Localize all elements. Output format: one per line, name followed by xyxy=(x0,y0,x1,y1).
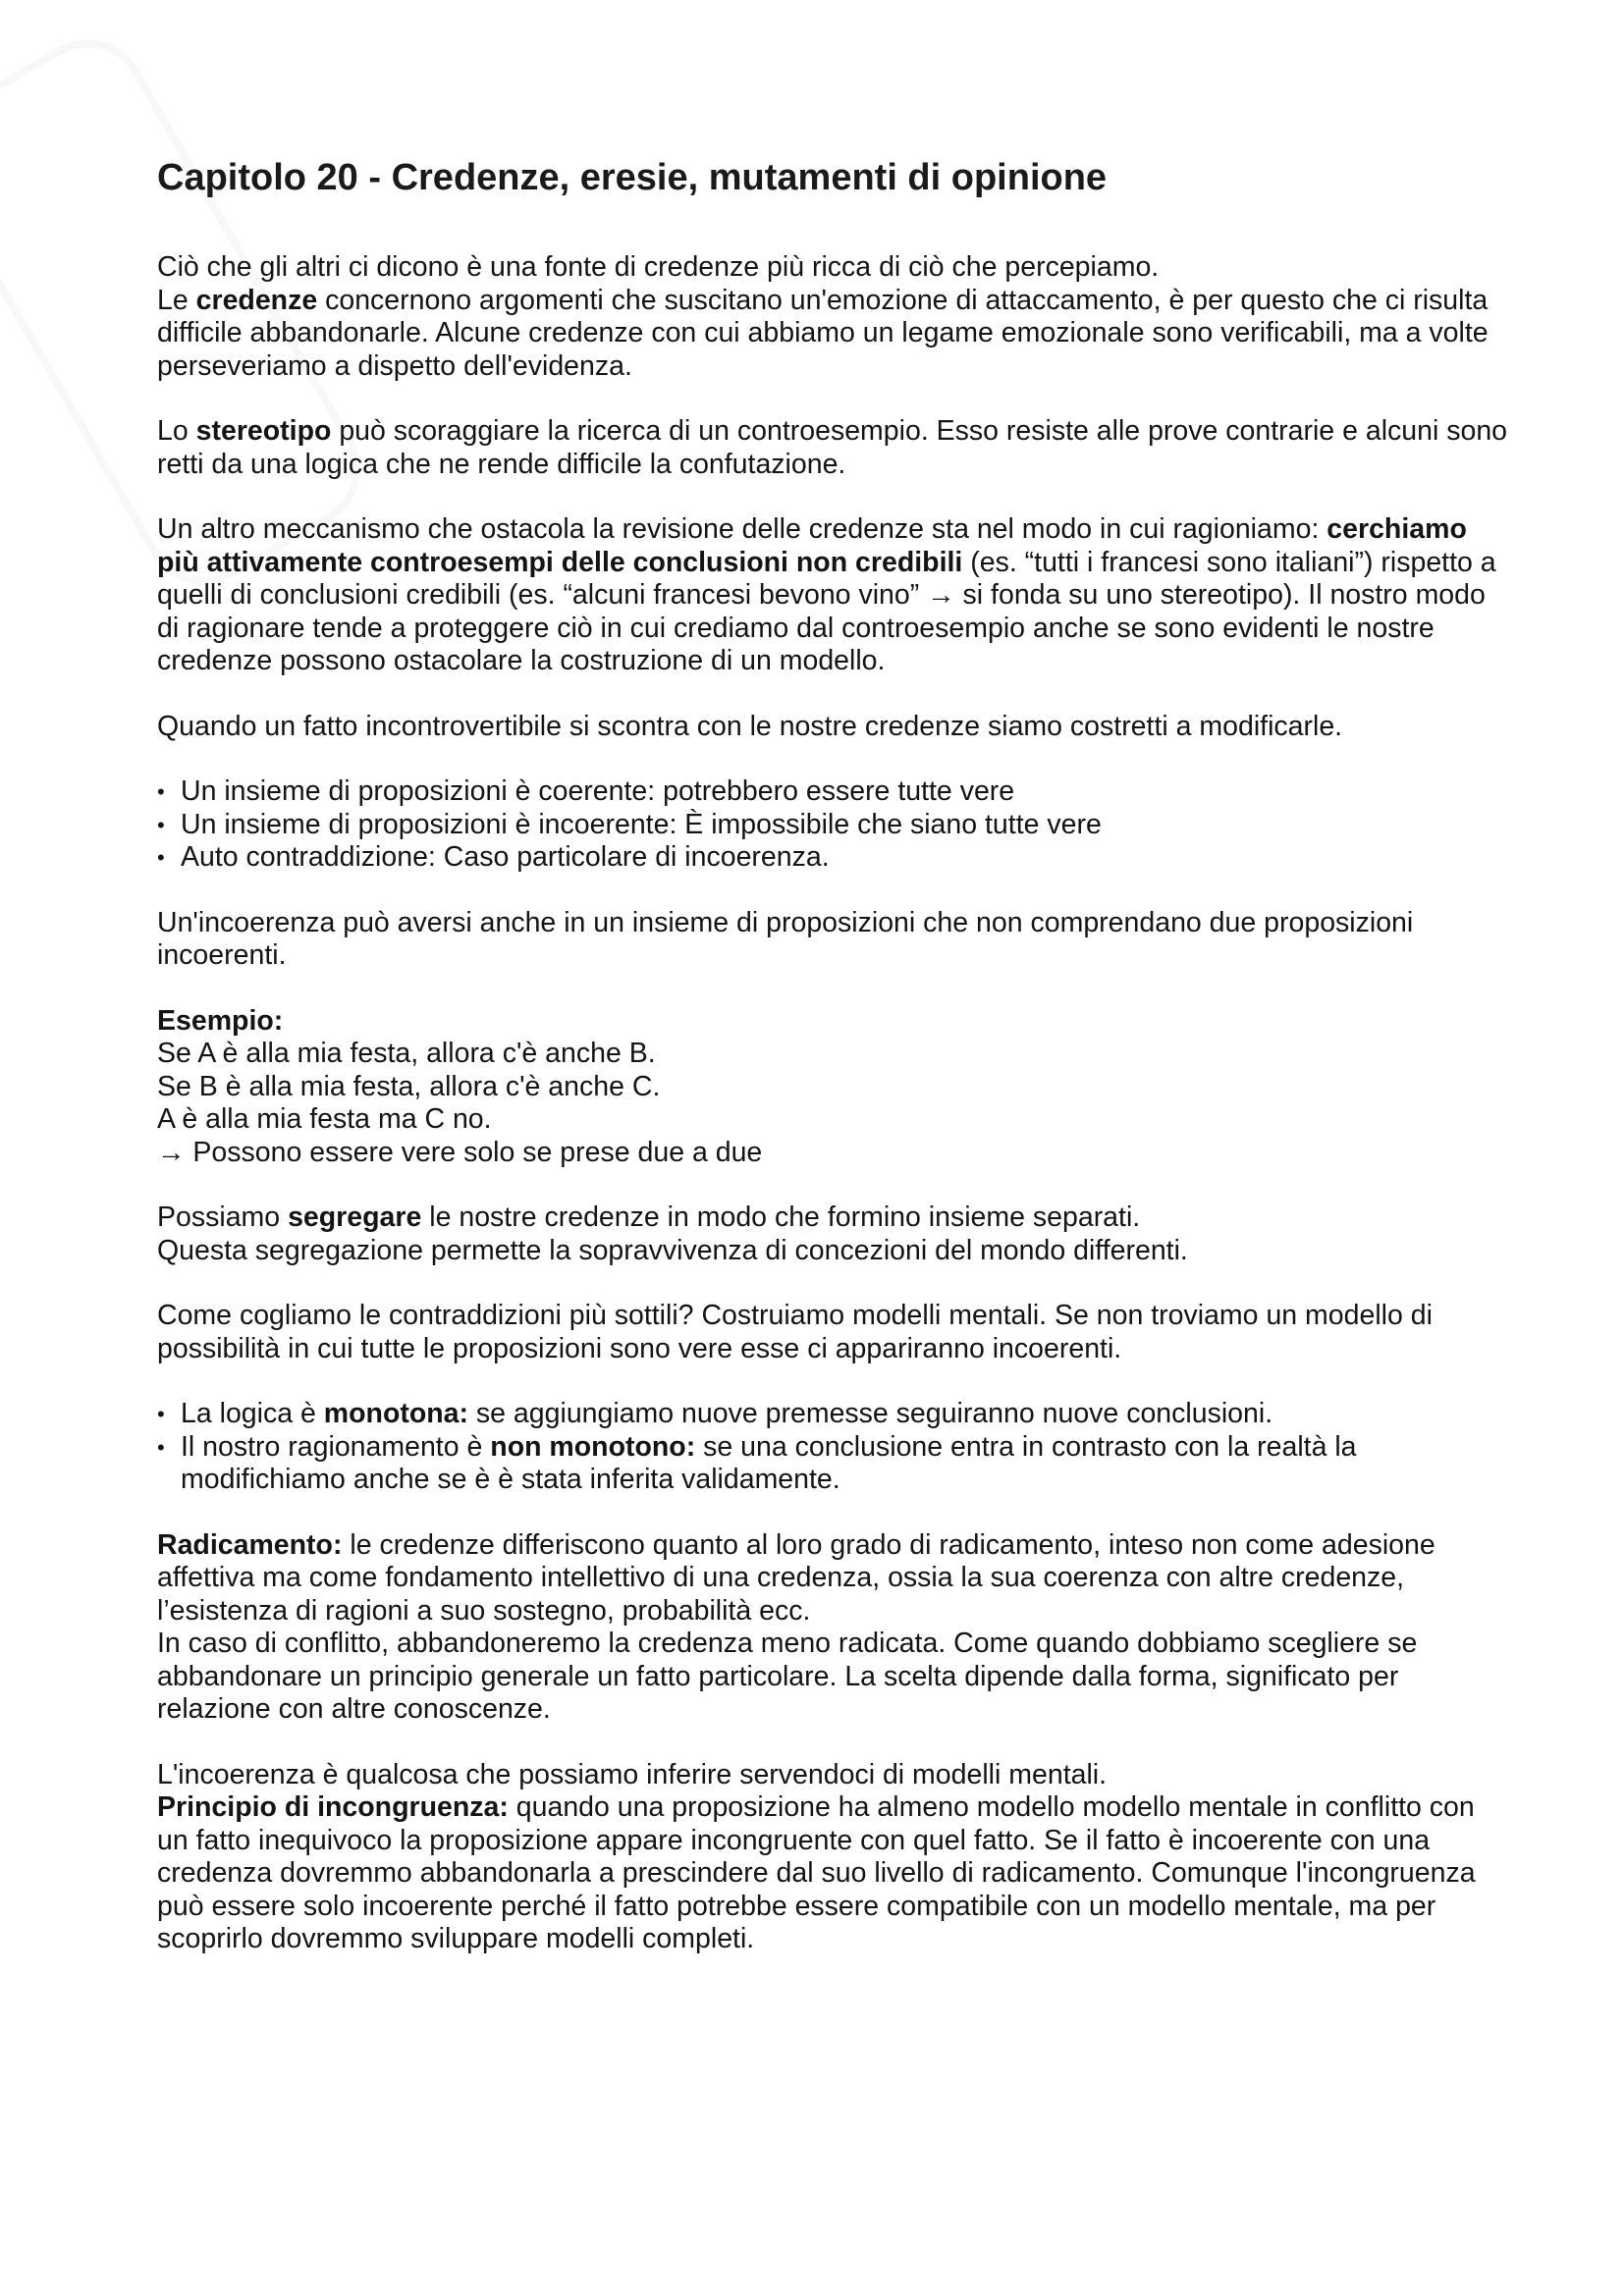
text-run: Auto contraddizione: Caso particolare di incoerenza. xyxy=(181,841,830,873)
bold-term: credenze xyxy=(195,284,318,316)
text-run: concernono argomenti che suscitano un'emozione di attaccamento, è per questo che ci risulta difficile abbandonarle. Alcune credenze con cui abbiamo un legame emozionale sono verificabili, ma a volte perseveriamo a dispetto dell'evidenza. xyxy=(157,284,1489,382)
text-run: Se A è alla mia festa, allora c'è anche B. xyxy=(157,1038,656,1069)
text-run: Possiamo xyxy=(157,1201,289,1233)
text-run: le credenze differiscono quanto al loro grado di radicamento, inteso non come adesione affettiva ma come fondamento intellettivo di una credenza, ossia la sua coerenza con altre credenze, l’esistenza di ragioni a suo sostegno, probabilità ecc. xyxy=(157,1528,1435,1627)
list-item xyxy=(157,1398,1512,1431)
text-line xyxy=(157,1201,1512,1235)
text-line xyxy=(157,1300,1512,1365)
text-line xyxy=(157,1529,1512,1629)
text-line xyxy=(157,1628,1512,1727)
bold-term: stereotipo xyxy=(195,415,332,447)
text-run: Il nostro ragionamento è xyxy=(181,1430,491,1463)
bold-term: segregare xyxy=(288,1201,422,1233)
text-run: Un altro meccanismo che ostacola la revisione delle credenze sta nel modo in cui ragioniamo: xyxy=(157,513,1327,545)
text-run: Un'incoerenza può aversi anche in un insieme di proposizioni che non comprendano due proposizioni incoerenti. xyxy=(157,906,1414,971)
text-line xyxy=(157,1235,1512,1268)
paragraph xyxy=(157,1005,1512,1170)
paragraph xyxy=(157,907,1512,973)
paragraph xyxy=(157,1300,1512,1365)
text-run: Un insieme di proposizioni è coerente: potrebbero essere tutte vere xyxy=(181,775,1015,807)
text-line xyxy=(157,907,1512,973)
text-line xyxy=(157,1005,1512,1039)
bold-term: Radicamento: xyxy=(157,1528,343,1561)
text-run: (es. “tutti i francesi sono italiani”) rispetto a quelli di conclusioni credibili (es. “alcuni francesi bevono vino” → si fonda su uno stereotipo). Il nostro modo di ragionare tende a proteggere ciò in cui crediamo dal controesempio anche se sono evidenti le nostre credenze possono ostacolare la costruzione di un modello. xyxy=(157,546,1496,676)
text-run: L'incoerenza è qualcosa che possiamo inferire servendoci di modelli mentali. xyxy=(157,1758,1108,1790)
text-line xyxy=(157,1137,1512,1170)
text-run: Se B è alla mia festa, allora c'è anche C. xyxy=(157,1070,661,1102)
text-line xyxy=(157,1071,1512,1104)
bullet-list xyxy=(157,1398,1512,1497)
list-item xyxy=(157,775,1512,809)
bold-term: cerchiamo più attivamente controesempi delle conclusioni non credibili xyxy=(157,513,1467,578)
text-run: se aggiungiamo nuove premesse seguiranno nuove conclusioni. xyxy=(468,1398,1273,1429)
list-item xyxy=(157,841,1512,875)
bullet-icon: • xyxy=(157,1434,165,1460)
text-line xyxy=(157,711,1512,744)
bold-term: Principio di incongruenza: xyxy=(157,1791,509,1823)
paragraph xyxy=(157,415,1512,481)
text-line xyxy=(157,1791,1512,1956)
text-run: può scoraggiare la ricerca di un controesempio. Esso resiste alle prove contrarie e alcuni sono retti da una logica che ne rende difficile la confutazione. xyxy=(157,415,1508,480)
text-run: Ciò che gli altri ci dicono è una fonte di credenze più ricca di ciò che percepiamo. xyxy=(157,251,1160,283)
bullet-list xyxy=(157,775,1512,875)
document-body xyxy=(157,155,1512,1989)
chapter-title: Capitolo 20 - Credenze, eresie, mutamenti di opinione xyxy=(157,157,1108,198)
text-line xyxy=(157,251,1512,285)
bold-term: non monotono: xyxy=(490,1430,696,1463)
paragraph xyxy=(157,1759,1512,1956)
text-line xyxy=(157,1038,1512,1071)
paragraph xyxy=(157,1201,1512,1267)
bold-term: monotona: xyxy=(323,1398,468,1429)
text-line xyxy=(157,285,1512,384)
text-run: Un insieme di proposizioni è incoerente: È impossibile che siano tutte vere xyxy=(181,808,1102,840)
text-line xyxy=(157,1103,1512,1137)
text-run: La logica è xyxy=(181,1398,324,1429)
text-run: se una conclusione entra in contrasto con la realtà la modifichiamo anche se è è stata inferita validamente. xyxy=(181,1430,1357,1495)
text-run: quando una proposizione ha almeno modello modello mentale in conflitto con un fatto inequivoco la proposizione appare incongruente con quel fatto. Se il fatto è incoerente con una credenza dovremmo abbandonarla a prescindere dal suo livello di radicamento. Comunque l'incongruenza può essere solo incoerente perché il fatto potrebbe essere compatibile con un modello mentale, ma per scoprirlo dovremmo sviluppare modelli completi. xyxy=(157,1791,1476,1954)
paragraph xyxy=(157,1529,1512,1727)
text-line xyxy=(157,1759,1512,1792)
text-line xyxy=(157,415,1512,481)
text-run: → Possono essere vere solo se prese due a due xyxy=(157,1136,763,1168)
text-run: le nostre credenze in modo che formino insieme separati. xyxy=(421,1201,1141,1233)
text-run: Come cogliamo le contraddizioni più sottili? Costruiamo modelli mentali. Se non troviamo un modello di possibilità in cui tutte le proposizioni sono vere esse ci appariranno incoerenti. xyxy=(157,1300,1433,1364)
list-item xyxy=(157,809,1512,842)
text-line xyxy=(157,513,1512,678)
bullet-icon: • xyxy=(157,845,165,870)
text-run: Lo xyxy=(157,415,196,447)
paragraph xyxy=(157,513,1512,678)
text-run: In caso di conflitto, abbandoneremo la credenza meno radicata. Come quando dobbiamo scegliere se abbandonare un principio generale un fatto particolare. La scelta dipende dalla forma, significato per relazione con altre conoscenze. xyxy=(157,1628,1418,1725)
bold-term: Esempio: xyxy=(157,1004,284,1037)
text-run: Le xyxy=(157,284,196,316)
bullet-icon: • xyxy=(157,779,165,804)
text-blocks xyxy=(157,251,1512,1956)
list-item xyxy=(157,1431,1512,1497)
text-run: Questa segregazione permette la sopravvivenza di concezioni del mondo differenti. xyxy=(157,1234,1188,1266)
paragraph xyxy=(157,251,1512,383)
bullet-icon: • xyxy=(157,812,165,837)
text-run: Quando un fatto incontrovertibile si scontra con le nostre credenze siamo costretti a modificarle. xyxy=(157,710,1343,742)
paragraph xyxy=(157,711,1512,744)
bullet-icon: • xyxy=(157,1402,165,1426)
text-run: A è alla mia festa ma C no. xyxy=(157,1103,492,1135)
